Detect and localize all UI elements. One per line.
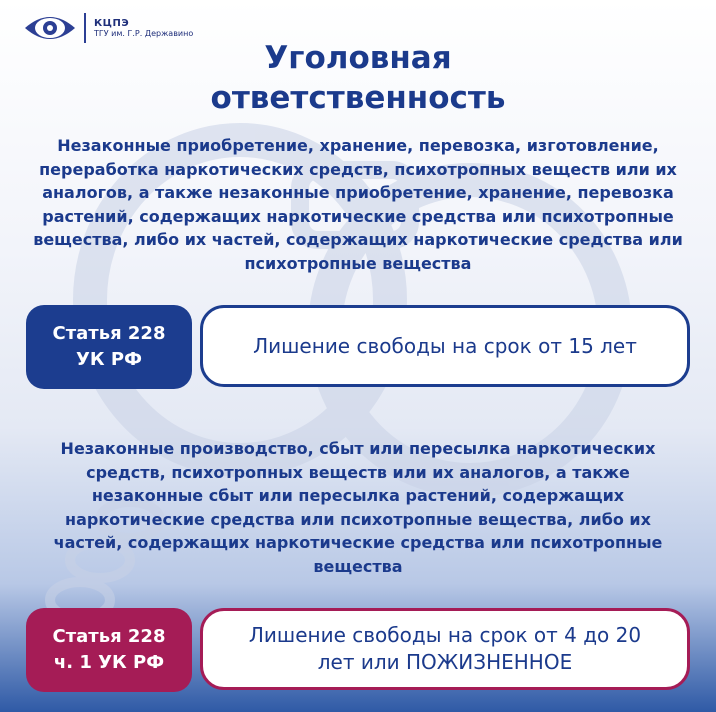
article-badge-line-1: Статья 228	[52, 626, 166, 647]
page-title	[0, 38, 716, 118]
title-line-1: Уголовная	[264, 40, 452, 76]
article-badge-line-2: ч. 1 УК РФ	[53, 652, 165, 673]
article-badge-line-2: УК РФ	[76, 349, 142, 370]
logo-subtitle: ТГУ им. Г.Р. Державино	[94, 29, 194, 39]
article-badge-line-1: Статья 228	[52, 323, 166, 344]
penalty-box-2: Лишение свободы на срок от 4 до 20 лет или ПОЖИЗНЕННОЕ	[200, 608, 690, 690]
title-line-2: ответственность	[210, 80, 506, 116]
article-badge-228	[26, 305, 192, 389]
offense-description-2: Незаконные производство, сбыт или пересылка наркотических средств, психотропных веществ или их аналогов, а также незаконные сбыт или пересылка растений, содержащих наркотические средства или психотропные вещества, либо их частей, содержащих наркотические средства или психотропные вещества	[53, 439, 663, 576]
penalty-box-1: Лишение свободы на срок от 15 лет	[200, 305, 690, 387]
article-badge-228-part-1	[26, 608, 192, 692]
offense-description-1: Незаконные приобретение, хранение, перевозка, изготовление, переработка наркотических средств, психотропных веществ или их аналогов, а также незаконные приобретение, хранение, перевозка растений, содержащих наркотические средства или психотропные вещества, либо их частей, содержащих наркотические средства или психотропные вещества	[33, 136, 683, 273]
logo-name: КЦПЭ	[94, 17, 130, 29]
